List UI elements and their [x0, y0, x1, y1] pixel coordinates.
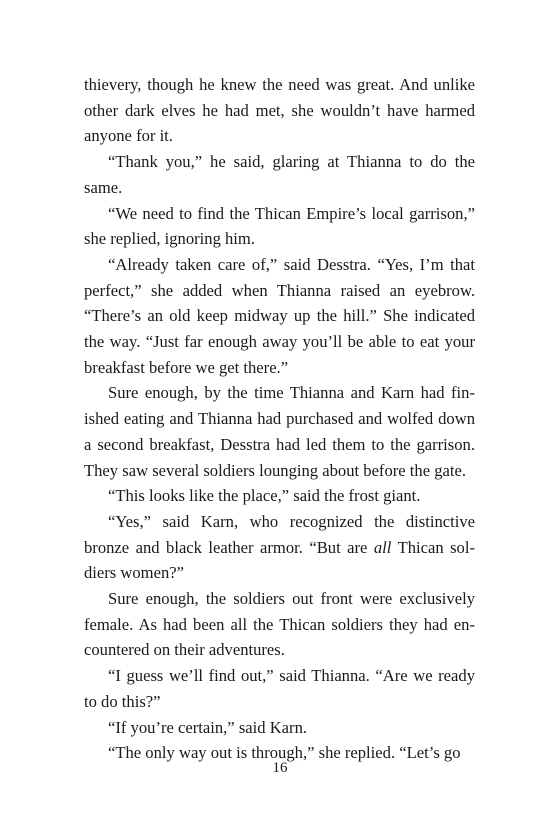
- paragraph: “The only way out is through,” she replied. “Let’s go: [108, 743, 461, 763]
- paragraph: [84, 509, 475, 586]
- paragraph-text: “Yes,” said Karn, who recognized the distinctive bronze and black leather armor. “But are: [84, 511, 475, 557]
- paragraph: Sure enough, by the time Thianna and Karn had finished eating and Thianna had purchased and wolfed down a second breakfast, Desstra had led them to the garrison. They saw several soldiers lounging about before the gate.: [84, 383, 475, 480]
- emphasis-text: all: [373, 537, 392, 557]
- paragraph: “If you’re certain,” said Karn.: [108, 717, 308, 737]
- page-body: [84, 72, 475, 766]
- page-number: 16: [272, 760, 288, 776]
- paragraph: “We need to find the Thican Empire’s local garrison,” she replied, ignoring him.: [84, 203, 475, 249]
- paragraph: thievery, though he knew the need was great. And unlike other dark elves he had met, she wouldn’t have harmed anyone for it.: [84, 75, 475, 146]
- paragraph-text: Thican soldiers women?”: [84, 537, 475, 583]
- paragraph: “This looks like the place,” said the frost giant.: [108, 486, 421, 506]
- paragraph: Sure enough, the soldiers out front were exclusively female. As had been all the Thican soldiers they had encountered on their adventures.: [84, 589, 475, 660]
- paragraph: “Thank you,” he said, glaring at Thianna to do the same.: [84, 152, 475, 197]
- paragraph: “I guess we’ll find out,” said Thianna. “Are we ready to do this?”: [84, 666, 475, 711]
- paragraph: “Already taken care of,” said Desstra. “Yes, I’m that perfect,” she added when Thianna raised an eyebrow. “There’s an old keep midway up the hill.” She indicated the way. “Just far enough away you’ll be able to eat your breakfast before we get there.”: [84, 254, 475, 377]
